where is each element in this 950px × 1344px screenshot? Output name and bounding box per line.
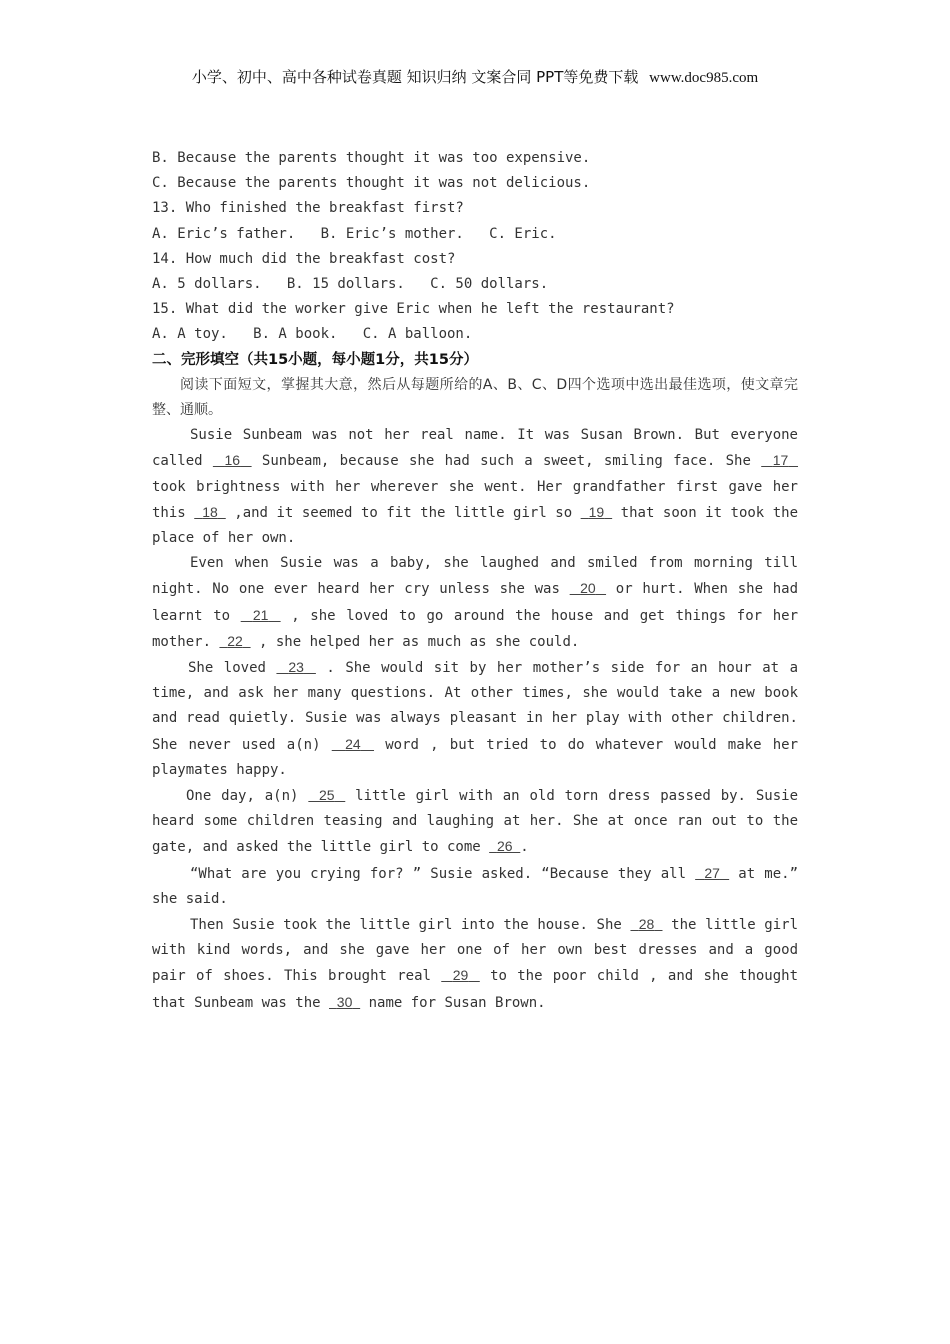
- section-title: 二、完形填空（共15小题，每小题1分，共15分）: [152, 351, 478, 368]
- passage-text: .: [520, 839, 529, 856]
- passage-text: , she helped her as much as she could.: [250, 633, 580, 650]
- blank-16: [213, 452, 252, 468]
- question-option-line: B. Because the parents thought it was too expensive.: [152, 150, 591, 166]
- blank-22: [219, 633, 250, 649]
- passage-text: She loved: [188, 659, 277, 676]
- passage-text: Sunbeam, because she had such a sweet, smiling face. She: [251, 453, 762, 470]
- passage-text: 28: [638, 915, 655, 932]
- question-14: 14. How much did the breakfast cost?: [152, 250, 456, 267]
- question-13-options: A. Eric’s father. B. Eric’s mother. C. Eric.: [152, 225, 557, 242]
- passage-paragraph-6: [152, 912, 798, 1016]
- blank-17: [761, 452, 798, 468]
- passage-text: word , but tried to do whatever would make her playmates happy.: [152, 736, 799, 778]
- passage-text: 22: [227, 632, 243, 649]
- passage-text: , she loved to go around the house and get things for her mother.: [152, 607, 798, 650]
- passage-text: name for Susan Brown.: [360, 994, 546, 1011]
- passage-text: 20: [580, 580, 596, 597]
- question-14-options: A. 5 dollars. B. 15 dollars. C. 50 dollars.: [152, 275, 549, 292]
- passage-text: “What are you crying for? ” Susie asked. “Because they all: [190, 865, 696, 882]
- passage-paragraph-2: [152, 551, 798, 655]
- passage-paragraph-3: [152, 655, 798, 783]
- passage-text: little girl with an old torn dress passed by. Susie heard some children teasing and laughing at her. She at once ran out to the gate, and asked the little girl to come: [152, 787, 798, 856]
- blank-27: [695, 865, 729, 881]
- question-15: 15. What did the worker give Eric when he left the restaurant?: [152, 301, 675, 318]
- passage-text: . She would sit by her mother’s side for an hour at a time, and ask her many questions. At other times, she would take a new book and read quietly. Susie was always pleasant in her play with other children. She never used a(n): [152, 659, 799, 753]
- blank-24: [332, 736, 374, 752]
- passage-text: that soon it took the place of her own.: [152, 504, 799, 546]
- passage-text: the little girl with kind words, and she gave her one of her own best dresses and a good pair of shoes. This brought real: [152, 916, 799, 985]
- document-body: [152, 146, 798, 1016]
- passage-text: 23: [288, 658, 304, 675]
- passage-text: or hurt. When she had learnt to: [152, 581, 799, 624]
- blank-23: [276, 659, 315, 675]
- passage-text: 27: [704, 864, 720, 881]
- header-title: 小学、初中、高中各种试卷真题 知识归纳 文案合同 PPT等免费下载: [191, 68, 639, 86]
- passage-text: 29: [452, 967, 469, 984]
- question-15-options: A. A toy. B. A book. C. A balloon.: [152, 326, 473, 343]
- passage-text: to the poor child , and she thought that Sunbeam was the: [152, 968, 799, 1011]
- passage-text: One day, a(n): [186, 787, 309, 804]
- question-13: 13. Who finished the breakfast first?: [152, 200, 464, 217]
- passage-text: at me.” she said.: [152, 865, 799, 907]
- blank-30: [329, 994, 360, 1010]
- blank-18: [194, 504, 226, 520]
- passage-text: Susie Sunbeam was not her real name. It was Susan Brown. But everyone called: [152, 427, 798, 470]
- passage-text: Even when Susie was a baby, she laughed and smiled from morning till night. No one ever heard her cry unless she was: [152, 555, 798, 598]
- header-url[interactable]: www.doc985.com: [649, 70, 759, 86]
- blank-28: [630, 916, 662, 932]
- question-option-line: C. Because the parents thought it was not delicious.: [152, 175, 591, 192]
- passage-text: 24: [345, 735, 361, 752]
- passage-text: ,and it seemed to fit the little girl so: [225, 504, 581, 521]
- passage-text: 30: [336, 993, 353, 1010]
- passage-text: 26: [496, 838, 513, 855]
- passage-text: 19: [588, 503, 605, 520]
- passage-paragraph-4: [152, 783, 798, 861]
- passage-text: 25: [319, 786, 335, 803]
- page-header: [0, 66, 950, 87]
- passage-text: 16: [224, 452, 241, 469]
- blank-20: [570, 580, 606, 596]
- blank-29: [441, 967, 480, 983]
- blank-21: [241, 607, 281, 623]
- passage-text: Then Susie took the little girl into the house. She: [190, 916, 631, 933]
- blank-26: [489, 838, 520, 854]
- passage-text: 18: [202, 503, 218, 520]
- passage-text: 21: [252, 606, 269, 623]
- passage-text: 17: [772, 452, 789, 469]
- blank-19: [581, 504, 613, 520]
- blank-25: [308, 787, 345, 803]
- passage-paragraph-1: [152, 423, 798, 551]
- passage-text: took brightness with her wherever she went. Her grandfather first gave her this: [152, 478, 798, 521]
- passage-paragraph-5: [152, 861, 798, 912]
- section-instructions: 阅读下面短文，掌握其大意，然后从每题所给的A、B、C、D四个选项中选出最佳选项，使文章完整、通顺。: [152, 376, 798, 418]
